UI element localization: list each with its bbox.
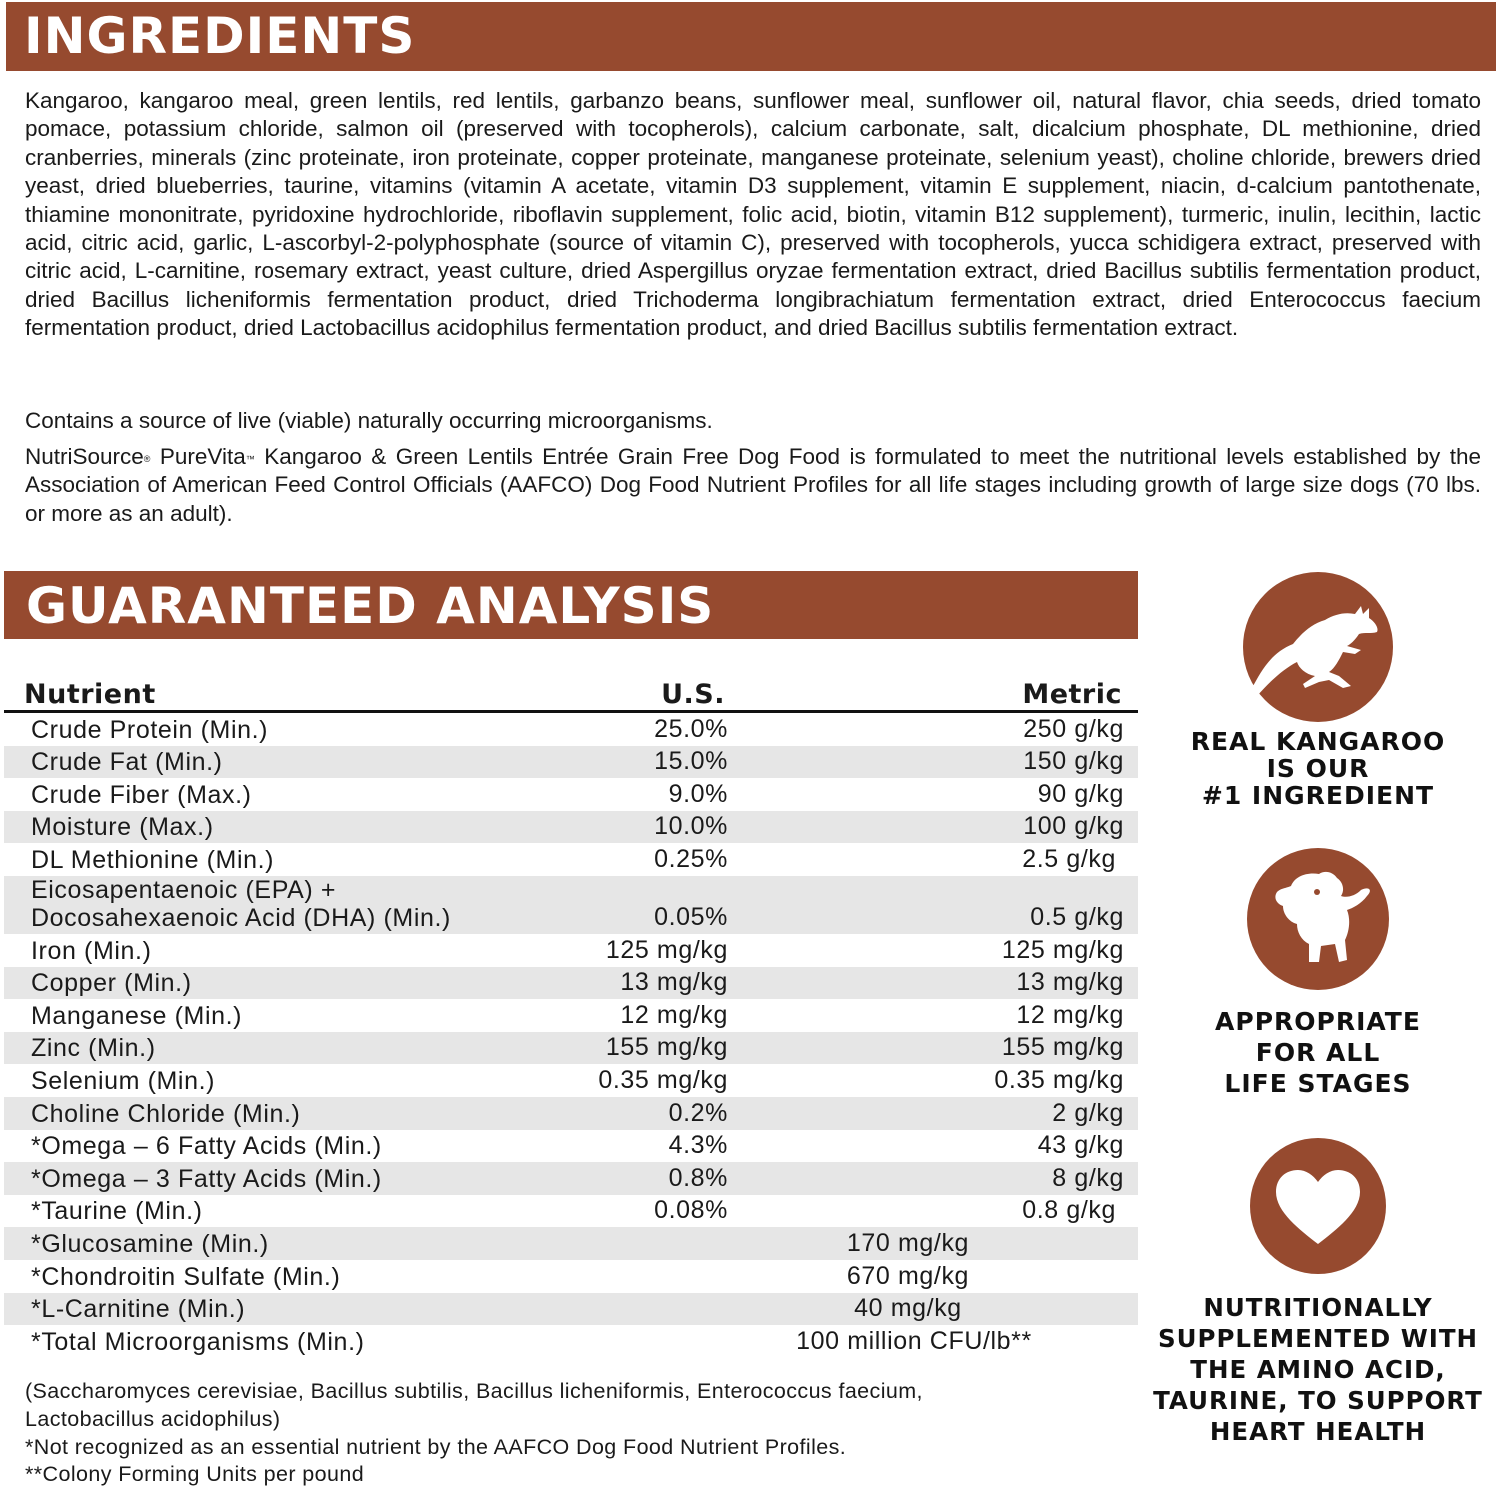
combined-value: 170 mg/kg [846,1228,970,1257]
aafco-statement [25,443,1481,528]
kangaroo-icon [1243,572,1393,722]
metric-value: 2 g/kg [1052,1098,1124,1127]
feature-label-line: #1 INGREDIENT [1201,781,1435,810]
table-row [4,1097,1138,1130]
footnote-line: Lactobacillus acidophilus) [25,1406,281,1431]
column-header-metric: Metric [1022,679,1122,710]
heart-icon [1250,1138,1386,1274]
feature-label-line: APPROPRIATE [1215,1007,1421,1036]
nutrient-name: *Total Microorganisms (Min.) [31,1327,365,1356]
trademark-mark: ™ [245,454,255,464]
nutrient-name: Zinc (Min.) [31,1034,156,1063]
table-row [4,713,1138,746]
us-value: 0.08% [654,1196,728,1225]
nutrient-name: Iron (Min.) [31,936,152,965]
nutrient-name: *Glucosamine (Min.) [31,1229,269,1258]
table-row [4,1162,1138,1195]
table-row [4,843,1138,876]
nutrient-name [31,876,451,932]
feature-label-line: LIFE STAGES [1224,1069,1412,1098]
metric-value: 0.35 mg/kg [994,1065,1124,1094]
feature-label-line: REAL KANGAROO [1190,727,1446,756]
ingredients-heading: INGREDIENTS [6,2,1496,71]
table-row [4,876,1138,934]
combined-value: 40 mg/kg [854,1294,962,1323]
footnotes [25,1378,1125,1489]
feature-heart-health [1148,1138,1488,1447]
footnote-line: **Colony Forming Units per pound [25,1462,365,1487]
table-header [4,676,1138,713]
feature-label [1148,1006,1488,1099]
metric-value: 13 mg/kg [1016,968,1124,997]
table-row [4,999,1138,1032]
table-row [4,1325,1138,1358]
table-row [4,811,1138,844]
feature-label-line: IS OUR [1266,754,1370,783]
feature-label-line: TAURINE, TO SUPPORT [1153,1386,1483,1415]
us-value: 25.0% [654,714,728,743]
feature-real-kangaroo [1148,572,1488,809]
brand-name: NutriSource [25,444,144,469]
microorganisms-note: Contains a source of live (viable) naturally occurring microorganisms. [25,408,713,433]
kangaroo-icon-graphic [1243,572,1393,722]
feature-label [1148,1292,1488,1447]
metric-value: 0.5 g/kg [1030,902,1124,931]
metric-value: 155 mg/kg [1001,1033,1124,1062]
feature-label-line: FOR ALL [1255,1038,1381,1067]
feature-label-line: THE AMINO ACID, [1190,1355,1446,1384]
nutrient-name: *Omega – 3 Fatty Acids (Min.) [31,1164,382,1193]
nutrient-name: Crude Fiber (Max.) [31,780,252,809]
combined-value: 670 mg/kg [846,1261,970,1290]
table-row [4,1032,1138,1065]
us-value: 13 mg/kg [620,968,728,997]
nutrient-name: Copper (Min.) [31,969,192,998]
us-value: 0.8% [668,1163,728,1192]
metric-value: 43 g/kg [1037,1131,1124,1160]
guaranteed-analysis-heading: GUARANTEED ANALYSIS [4,571,1138,639]
table-row [4,1195,1138,1228]
table-row [4,746,1138,779]
nutrient-name: DL Methionine (Min.) [31,845,275,874]
feature-label-line: SUPPLEMENTED WITH [1157,1324,1479,1353]
us-value: 125 mg/kg [605,935,728,964]
metric-value: 150 g/kg [1023,747,1124,776]
nutrient-name: Moisture (Max.) [31,813,214,842]
table-row [4,967,1138,1000]
feature-label-line: HEART HEALTH [1209,1417,1427,1446]
registered-mark: ® [143,454,151,464]
nutrient-name-line-2: Docosahexaenoic Acid (DHA) (Min.) [31,903,451,932]
nutrient-name: *Taurine (Min.) [31,1197,203,1226]
puppy-icon [1247,848,1389,990]
column-header-us: U.S. [661,679,725,710]
nutrient-name-line-1: Eicosapentaenoic (EPA) + [31,875,337,904]
table-row [4,1260,1138,1293]
column-header-nutrient: Nutrient [24,679,156,710]
metric-value: 0.8 g/kg [1022,1196,1116,1225]
nutrient-name: Manganese (Min.) [31,1001,243,1030]
puppy-icon-graphic [1247,848,1389,990]
table-row [4,778,1138,811]
combined-value: 100 million CFU/lb** [796,1326,1032,1355]
metric-value: 100 g/kg [1023,812,1124,841]
metric-value: 90 g/kg [1037,779,1124,808]
us-value: 0.35 mg/kg [598,1065,728,1094]
metric-value: 2.5 g/kg [1022,844,1116,873]
us-value: 10.0% [654,812,728,841]
metric-value: 12 mg/kg [1016,1000,1124,1029]
us-value: 9.0% [668,779,728,808]
guaranteed-analysis-table [4,676,1138,1358]
metric-value: 8 g/kg [1052,1163,1124,1192]
nutrient-name: Crude Protein (Min.) [31,715,269,744]
nutrient-name: *Omega – 6 Fatty Acids (Min.) [31,1132,382,1161]
us-value: 0.25% [654,844,728,873]
table-row [4,1130,1138,1163]
table-row [4,1293,1138,1326]
nutrient-name: Choline Chloride (Min.) [31,1099,301,1128]
heart-icon-graphic [1250,1138,1386,1274]
ingredients-list: Kangaroo, kangaroo meal, green lentils, red lentils, garbanzo beans, sunflower meal, sunflower oil, natural flavor, chia seeds, dried tomato pomace, potassium chloride, salmon oil (preserved with tocopherols), calcium carbonate, salt, dicalcium phosphate, DL methionine, dried cranberries, minerals (zinc proteinate, iron proteinate, copper proteinate, manganese proteinate, selenium yeast), choline chloride, brewers dried yeast, dried blueberries, taurine, vitamins (vitamin A acetate, vitamin D3 supplement, vitamin E supplement, niacin, d-calcium pantothenate, thiamine mononitrate, pyridoxine hydrochloride, riboflavin supplement, folic acid, biotin, vitamin B12 supplement), turmeric, inulin, lecithin, lactic acid, citric acid, garlic, L-ascorbyl-2-polyphosphate (source of vitamin C), preserved with tocopherols, yucca schidigera extract, preserved with citric acid, L-carnitine, rosemary extract, yeast culture, dried Aspergillus oryzae fermentation extract, dried Bacillus subtilis fermentation product, dried Bacillus licheniformis fermentation product, dried Trichoderma longibrachiatum fermentation extract, dried Enterococcus faecium fermentation product, dried Lactobacillus acidophilus fermentation product, and dried Bacillus subtilis fermentation extract. [25,88,1481,341]
table-row [4,1064,1138,1097]
feature-all-life-stages [1148,848,1488,1099]
metric-value: 250 g/kg [1023,714,1124,743]
nutrient-name: *Chondroitin Sulfate (Min.) [31,1262,341,1291]
feature-label-line: NUTRITIONALLY [1203,1293,1433,1322]
us-value: 12 mg/kg [620,1000,728,1029]
footnote-line: *Not recognized as an essential nutrient by the AAFCO Dog Food Nutrient Profiles. [25,1434,847,1459]
aafco-statement-text: Kangaroo & Green Lentils Entrée Grain Free Dog Food is formulated to meet the nutritional levels established by the Association of American Feed Control Officials (AAFCO) Dog Food Nutrient Profiles for all life stages including growth of large size dogs (70 lbs. or more as an adult). [25,444,1481,526]
footnote-line: (Saccharomyces cerevisiae, Bacillus subtilis, Bacillus licheniformis, Enterococcus faecium, [25,1379,923,1403]
us-value: 155 mg/kg [605,1033,728,1062]
us-value: 0.2% [668,1098,728,1127]
product-line: PureVita [159,444,246,469]
us-value: 4.3% [668,1131,728,1160]
feature-label [1148,728,1488,809]
nutrient-name: Selenium (Min.) [31,1066,216,1095]
nutrient-name: *L-Carnitine (Min.) [31,1295,246,1324]
table-row [4,1227,1138,1260]
us-value: 15.0% [654,747,728,776]
table-row [4,934,1138,967]
nutrient-name: Crude Fat (Min.) [31,748,223,777]
metric-value: 125 mg/kg [1001,935,1124,964]
us-value: 0.05% [654,902,728,931]
